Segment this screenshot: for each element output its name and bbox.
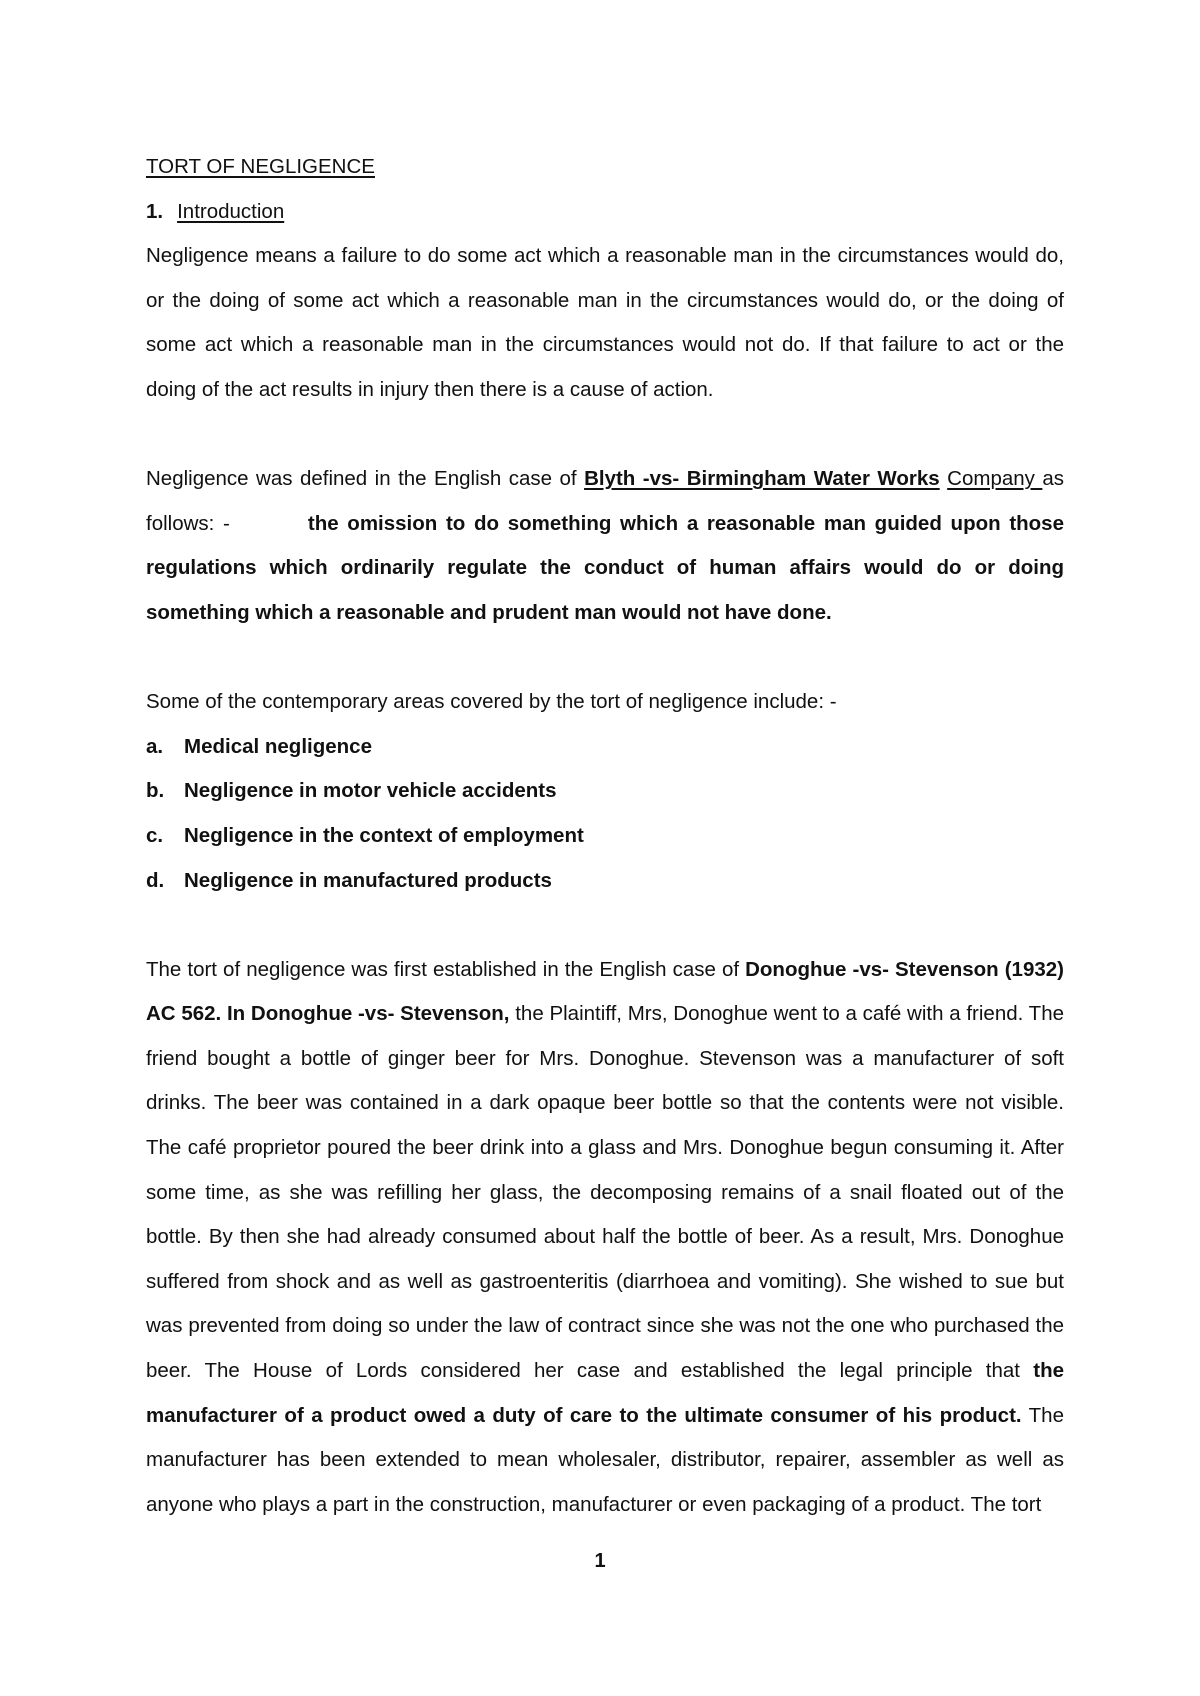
- section-heading: [146, 190, 1064, 235]
- case-ref-donoghue: In Donoghue -vs- Stevenson,: [226, 1002, 510, 1026]
- list-marker: d.: [146, 868, 165, 892]
- definition-lead: Negligence was defined in the English case of: [146, 467, 585, 491]
- paragraph-gap: [146, 636, 1064, 681]
- donoghue-part4: The manufacturer has been extended to mean wholesaler, distributor, repairer, assembler as well as anyone who plays a part in the construction, manufacturer or even packaging of a product. The tort: [146, 1403, 1064, 1516]
- list-text: Negligence in motor vehicle accidents: [184, 779, 557, 803]
- case-name-blyth: Blyth -vs- Birmingham Water Works: [584, 467, 940, 491]
- donoghue-part3: the Plaintiff, Mrs, Donoghue went to a café with a friend. The friend bought a bottle of ginger beer for Mrs. Donoghue. Stevenson was a manufacturer of soft drinks. The beer was contained in a dark opaque beer bottle so that the contents were not visible. The café proprietor poured the beer drink into a glass and Mrs. Donoghue begun consuming it. After some time, as she was refilling her glass, the decomposing remains of a snail floated out of the bottle. By then she had already consumed about half the bottle of beer. As a result, Mrs. Donoghue suffered from shock and as well as gastroenteritis (diarrhoea and vomiting). She wished to sue but was prevented from doing so under the law of contract since she was not the one who purchased the beer. The House of Lords considered her case and established the legal principle that: [146, 1002, 1064, 1383]
- areas-list: [146, 725, 1064, 903]
- list-item: [146, 814, 1064, 859]
- paragraph-gap: [146, 903, 1064, 948]
- definition-as-follows: as follows: -: [146, 467, 1065, 535]
- list-text: Negligence in the context of employment: [184, 823, 584, 847]
- donoghue-part1: The tort of negligence was first established in the English case of: [146, 957, 746, 981]
- paragraph-gap: [146, 413, 1064, 458]
- definition-paragraph: [146, 457, 1064, 635]
- donoghue-paragraph: [146, 948, 1064, 1528]
- list-marker: c.: [146, 823, 164, 847]
- list-item: [146, 769, 1064, 814]
- case-citation-donoghue: Donoghue -vs- Stevenson (1932) AC 562.: [146, 957, 1064, 1026]
- case-name-company: Company: [947, 467, 1043, 491]
- list-item: [146, 859, 1064, 904]
- section-number: 1.: [146, 199, 164, 223]
- intro-paragraph: Negligence means a failure to do some act which a reasonable man in the circumstances would do, or the doing of some act which a reasonable man in the circumstances would do, or the doing of some act which a reasonable man in the circumstances would not do. If that failure to act or the doing of the act results in injury then there is a cause of action.: [146, 244, 1064, 401]
- document-title: TORT OF NEGLIGENCE: [146, 155, 375, 178]
- legal-principle: the manufacturer of a product owed a duty of care to the ultimate consumer of his product.: [146, 1359, 1064, 1427]
- list-item: [146, 725, 1064, 770]
- list-marker: a.: [146, 734, 164, 758]
- definition-quote: the omission to do something which a reasonable man guided upon those regulations which ordinarily regulate the conduct of human affairs would do or doing something which a reasonable and prudent man would not have done.: [146, 511, 1064, 624]
- section-label: Introduction: [177, 199, 285, 223]
- list-text: Medical negligence: [184, 734, 372, 758]
- page-number: 1: [594, 1550, 606, 1572]
- list-marker: b.: [146, 779, 165, 803]
- areas-intro: Some of the contemporary areas covered by the tort of negligence include: -: [146, 690, 837, 714]
- list-text: Negligence in manufactured products: [184, 868, 552, 892]
- document-body: [146, 145, 1064, 1527]
